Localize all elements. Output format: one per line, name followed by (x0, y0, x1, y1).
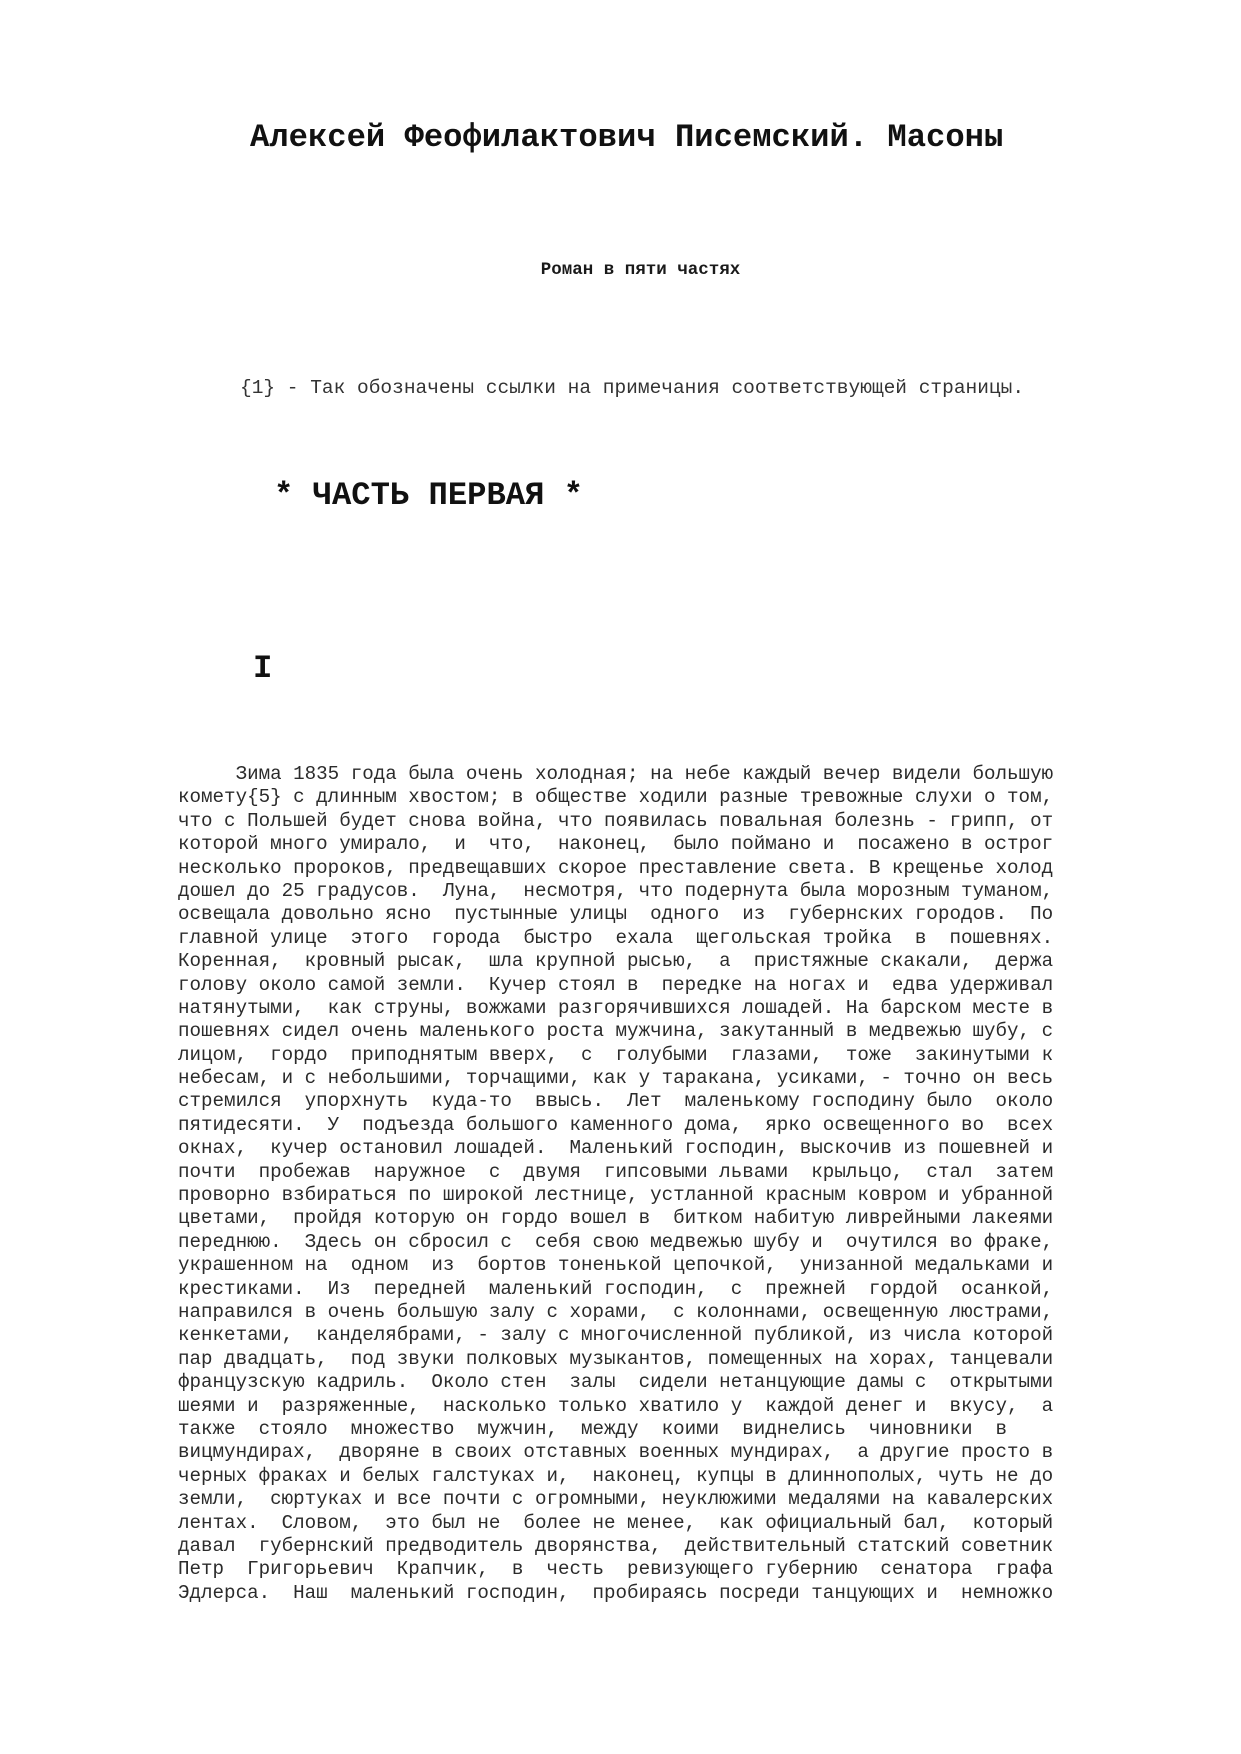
text-line: вицмундирах, дворяне в своих отставных военных мундирах, а другие просто в (178, 1441, 1054, 1464)
text-line: кенкетами, канделябрами, - залу с многочисленной публикой, из числа которой (178, 1324, 1054, 1347)
footnote-note: {1} - Так обозначены ссылки на примечания соответствующей страницы. (240, 377, 1025, 399)
text-line: пар двадцать, под звуки полковых музыкантов, помещенных на хорах, танцевали (178, 1347, 1054, 1370)
text-line: земли, сюртуках и все почти с огромными, неуклюжими медалями на кавалерских (178, 1488, 1054, 1511)
book-title: Алексей Феофилактович Писемский. Масоны (250, 119, 1004, 156)
text-line: несколько пророков, предвещавших скорое преставление света. В крещенье холод (178, 856, 1054, 879)
text-line: небесам, и с небольшими, торчащими, как у таракана, усиками, - точно он весь (178, 1067, 1054, 1090)
text-line: цветами, пройдя которую он гордо вошел в битком набитую ливрейными лакеями (178, 1207, 1054, 1230)
text-line: окнах, кучер остановил лошадей. Маленький господин, выскочив из пошевней и (178, 1137, 1054, 1160)
text-line: крестиками. Из передней маленький господин, с прежней гордой осанкой, (178, 1277, 1054, 1300)
text-line: лентах. Словом, это был не более не менее, как официальный бал, который (178, 1511, 1054, 1534)
text-line: французскую кадриль. Около стен залы сидели нетанцующие дамы с открытыми (178, 1371, 1054, 1394)
text-line: Зима 1835 года была очень холодная; на небе каждый вечер видели большую (178, 763, 1054, 785)
text-line: направился в очень большую залу с хорами, с колоннами, освещенную люстрами, (178, 1300, 1054, 1323)
text-line: украшенном на одном из бортов тоненькой цепочкой, унизанной медальками и (178, 1254, 1054, 1277)
text-line: шеями и разряженные, насколько только хватило у каждой денег и вкусу, а (178, 1394, 1054, 1417)
text-line: голову около самой земли. Кучер стоял в передке на ногах и едва удерживал (178, 973, 1054, 996)
text-line: переднюю. Здесь он сбросил с себя свою медвежью шубу и очутился во фраке, (178, 1230, 1054, 1253)
text-line: черных фраках и белых галстуках и, наконец, купцы в длиннополых, чуть не до (178, 1464, 1054, 1487)
book-subtitle: Роман в пяти частях (540, 260, 741, 280)
text-line: почти пробежав наружное с двумя гипсовыми львами крыльцо, стал затем (178, 1160, 1054, 1183)
text-line: которой много умирало, и что, наконец, было поймано и посажено в острог (178, 833, 1054, 856)
text-line: освещала довольно ясно пустынные улицы одного из губернских городов. По (178, 903, 1054, 926)
text-line: также стояло множество мужчин, между коими виднелись чиновники в (178, 1417, 1008, 1440)
text-line: пятидесяти. У подъезда большого каменного дома, ярко освещенного во всех (178, 1113, 1054, 1136)
text-line: Эдлерса. Наш маленький господин, пробираясь посреди танцующих и немножко (178, 1581, 1054, 1604)
chapter-number: I (253, 650, 273, 687)
text-line: проворно взбираться по широкой лестнице, устланной красным ковром и убранной (178, 1184, 1054, 1207)
text-line: лицом, гордо приподнятым вверх, с голубыми глазами, тоже закинутыми к (178, 1043, 1054, 1066)
text-line: главной улице этого города быстро ехала щегольская тройка в пошевнях. (178, 926, 1054, 949)
text-line: Коренная, кровный рысак, шла крупной рысью, а пристяжные скакали, держа (178, 950, 1054, 973)
text-line: натянутыми, как струны, вожжами разгорячившихся лошадей. На барском месте в (178, 996, 1054, 1019)
text-line: дошел до 25 градусов. Луна, несмотря, что подернута была морозным туманом, (178, 879, 1054, 902)
text-line: Петр Григорьевич Крапчик, в честь ревизующего губернию сенатора графа (178, 1558, 1054, 1581)
text-line: комету{5} с длинным хвостом; в обществе ходили разные тревожные слухи о том, (178, 786, 1054, 809)
text-line: стремился упорхнуть куда-то ввысь. Лет маленькому господину было около (178, 1090, 1054, 1113)
chapter-body-text (178, 763, 1053, 1605)
part-heading: * ЧАСТЬ ПЕРВАЯ * (274, 477, 584, 514)
text-line: пошевнях сидел очень маленького роста мужчина, закутанный в медвежью шубу, с (178, 1020, 1054, 1043)
text-line: что с Польшей будет снова война, что появилась повальная болезнь - грипп, от (178, 809, 1054, 832)
text-line: давал губернский предводитель дворянства, действительный статский советник (178, 1534, 1054, 1557)
